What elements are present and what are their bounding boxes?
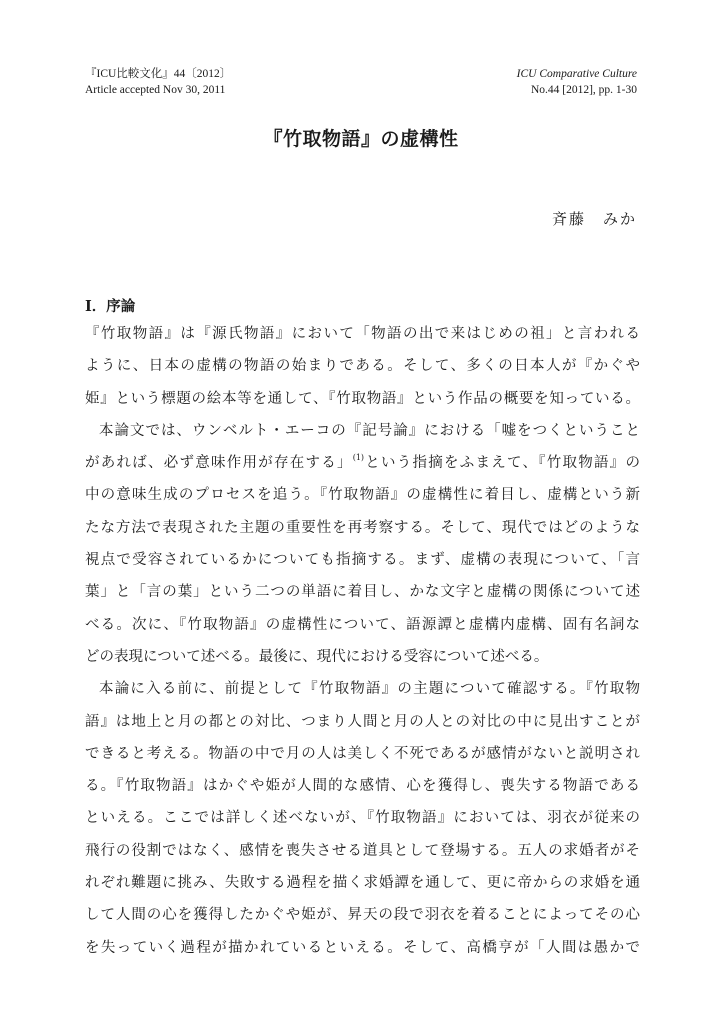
section-heading: Ⅰ．序論 bbox=[85, 298, 136, 315]
body-line: る。『竹取物語』はかぐや姫が人間的な感情、心を獲得し、喪失する物語である bbox=[85, 778, 640, 795]
body-line: べる。次に、『竹取物語』の虚構性について、語源譚と虚構内虚構、固有名詞な bbox=[85, 616, 640, 633]
body-line bbox=[85, 447, 640, 479]
body-line: れぞれ難題に挑み、失敗する過程を描く求婚譚を通して、更に帝からの求婚を通 bbox=[85, 875, 640, 892]
issue-pages: No.44 [2012], pp. 1-30 bbox=[530, 84, 637, 96]
body-line: どの表現について述べる。最後に、現代における受容について述べる。 bbox=[85, 648, 549, 665]
paper-title: 『竹取物語』の虚構性 bbox=[263, 128, 459, 150]
body-text bbox=[85, 318, 640, 964]
body-line: 姫』という標題の絵本等を通して、『竹取物語』という作品の概要を知っている。 bbox=[85, 390, 640, 407]
body-line: 本論に入る前に、前提として『竹取物語』の主題について確認する。『竹取物 bbox=[99, 681, 640, 698]
running-header-left bbox=[85, 66, 231, 98]
body-line: を失っていく過程が描かれているといえる。そして、高橋亨が「人間は愚かで bbox=[85, 939, 640, 956]
body-line: ように、日本の虚構の物語の始まりである。そして、多くの日本人が『かぐや bbox=[85, 358, 640, 375]
body-line-part: という指摘をふまえて、『竹取物語』の bbox=[364, 455, 640, 472]
body-line: 『竹取物語』は『源氏物語』において「物語の出で来はじめの祖」と言われる bbox=[85, 326, 640, 342]
article-accepted-date: Article accepted Nov 30, 2011 bbox=[85, 84, 226, 96]
journal-name: ICU Comparative Culture bbox=[516, 68, 637, 80]
body-line: といえる。ここでは詳しく述べないが、『竹取物語』においては、羽衣が従来の bbox=[85, 810, 640, 827]
body-line: 視点で受容されているかについても指摘する。まず、虚構の表現について、「言 bbox=[85, 552, 640, 569]
body-line: 葉」と「言の葉」という二つの単語に着目し、かな文字と虚構の関係について述 bbox=[85, 584, 640, 601]
body-line: 飛行の役割ではなく、感情を喪失させる道具として登場する。五人の求婚者がそ bbox=[85, 842, 640, 859]
running-header-right bbox=[517, 66, 637, 98]
body-line: できると考える。物語の中で月の人は美しく不死であるが感情がないと説明され bbox=[85, 745, 640, 762]
author-name: 斉藤 みか bbox=[551, 210, 637, 228]
body-line: たな方法で表現された主題の重要性を再考察する。そして、現代ではどのような bbox=[85, 519, 640, 536]
body-line: して人間の心を獲得したかぐや姫が、昇天の段で羽衣を着ることによってその心 bbox=[85, 907, 640, 924]
body-line: 語』は地上と月の都との対比、つまり人間と月の人との対比の中に見出すことが bbox=[85, 713, 640, 730]
body-line-part: があれば、必ず意味作用が存在する」 bbox=[85, 455, 353, 472]
body-line: 中の意味生成のプロセスを追う。『竹取物語』の虚構性に着目し、虚構という新 bbox=[85, 487, 640, 504]
footnote-ref: (1) bbox=[352, 453, 365, 463]
body-line: 本論文では、ウンベルト・エーコの『記号論』における「嘘をつくということ bbox=[99, 422, 640, 439]
journal-issue: 『ICU比較文化』44〔2012〕 bbox=[85, 68, 232, 80]
